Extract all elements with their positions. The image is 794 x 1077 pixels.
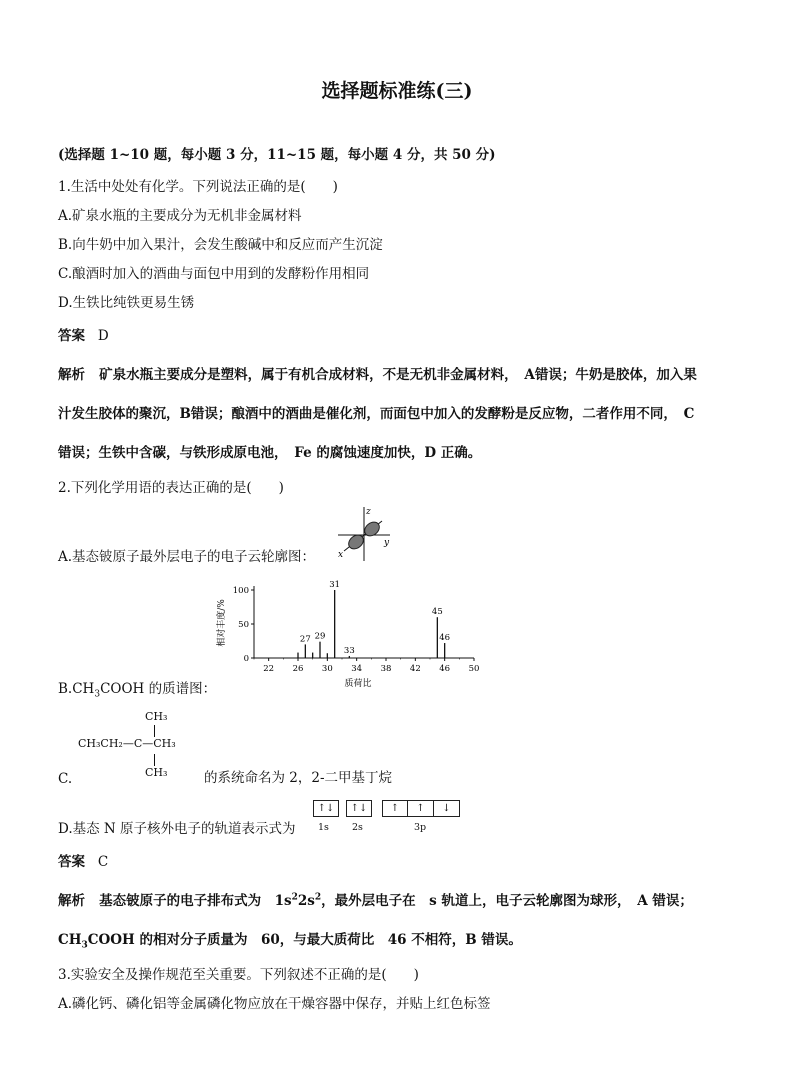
q1-analysis-line-3: 错误；生铁中含碳，与铁形成原电池， Fe 的腐蚀速度加快，D 正确。 bbox=[58, 445, 482, 461]
orbital-1s bbox=[313, 800, 339, 817]
orbital-label-2s: 2s bbox=[352, 822, 363, 833]
orbital-box: ↑↓ bbox=[313, 800, 339, 817]
y-tick-label: 100 bbox=[232, 586, 249, 596]
peak-label: 45 bbox=[431, 607, 443, 618]
answer-label: 答案 bbox=[58, 854, 85, 870]
q2-option-d: D.基态 N 原子核外电子的轨道表示式为 bbox=[58, 821, 296, 837]
formula-top: CH₃ bbox=[145, 710, 168, 723]
q2-stem: 2.下列化学用语的表达正确的是( ) bbox=[58, 480, 284, 496]
orbital-box: ↑ bbox=[382, 800, 408, 817]
q1-option-b: B.向牛奶中加入果汁，会发生酸碱中和反应而产生沉淀 bbox=[58, 237, 383, 253]
mass-spectrum-chart bbox=[214, 578, 484, 688]
x-tick-label: 34 bbox=[351, 664, 363, 674]
orbital-box: ↓ bbox=[434, 800, 460, 817]
orbital-label-3p: 3p bbox=[414, 822, 427, 833]
intro-note: (选择题 1~10 题，每小题 3 分，11~15 题，每小题 4 分，共 50 分) bbox=[58, 147, 496, 163]
x-tick-label: 26 bbox=[292, 664, 304, 674]
q1-option-a: A.矿泉水瓶的主要成分为无机非金属材料 bbox=[58, 208, 302, 224]
x-tick-label: 46 bbox=[439, 664, 451, 674]
formula-main: CH₃CH₂—C—CH₃ bbox=[78, 737, 176, 750]
page-title: 选择题标准练(三) bbox=[321, 80, 473, 102]
analysis-text: CH bbox=[58, 932, 82, 948]
q2-option-a: A.基态铍原子最外层电子的电子云轮廓图： bbox=[58, 549, 316, 565]
q1-option-c: C.酿酒时加入的酒曲与面包中用到的发酵粉作用相同 bbox=[58, 266, 370, 282]
q1-option-d: D.生铁比纯铁更易生锈 bbox=[58, 295, 195, 311]
orbital-box: ↑↓ bbox=[346, 800, 372, 817]
x-tick-label: 42 bbox=[409, 664, 421, 674]
b-suffix: COOH 的质谱图： bbox=[100, 681, 217, 697]
analysis-label: 解析 bbox=[58, 367, 85, 383]
spectrum-y-label: 相对丰度/% bbox=[217, 599, 227, 647]
peak-label: 27 bbox=[299, 634, 311, 645]
analysis-text: 2s bbox=[297, 893, 315, 909]
q2-option-c-text: 的系统命名为 2，2-二甲基丁烷 bbox=[204, 770, 393, 786]
q2-analysis-line-2: $CH_3COOH$ 的相对分子质量为 60，与最大质荷比 46 不相符，B 错误。 bbox=[58, 932, 522, 951]
q1-analysis-line-2: 汁发生胶体的聚沉，B错误；酿酒中的酒曲是催化剂，而面包中加入的发酵粉是反应物，二者作用不同， C bbox=[58, 406, 695, 422]
q2-option-c-label: C. bbox=[58, 771, 73, 787]
peak-label: 46 bbox=[439, 633, 451, 644]
x-tick-label: 38 bbox=[380, 664, 392, 674]
p-orbital-diagram bbox=[334, 505, 394, 563]
b-prefix: B.CH bbox=[58, 681, 95, 697]
analysis-label: 解析 bbox=[58, 893, 85, 909]
analysis-text: 基态铍原子的电子排布式为 1s bbox=[99, 893, 292, 909]
y-axis-label: y bbox=[384, 538, 390, 548]
orbital-box: ↑ bbox=[408, 800, 434, 817]
spectrum-x-label: 质荷比 bbox=[344, 679, 372, 688]
x-tick-label: 30 bbox=[321, 664, 333, 674]
structural-formula bbox=[78, 710, 198, 782]
analysis-text: 矿泉水瓶主要成分是塑料，属于有机合成材料，不是无机非金属材料， A错误；牛奶是胶体，加入果 bbox=[99, 367, 697, 383]
y-tick-label: 50 bbox=[238, 620, 249, 630]
x-axis-label: x bbox=[338, 550, 344, 560]
analysis-text: ，最外层电子在 s 轨道上，电子云轮廓图为球形， A 错误； bbox=[321, 893, 693, 909]
q2-analysis-line-1: 解析 基态铍原子的电子排布式为 $1s^22s^2$，最外层电子在 s 轨道上，电子云轮廓图为球形， A 错误； bbox=[58, 892, 693, 909]
x-tick-label: 50 bbox=[468, 664, 480, 674]
answer-label: 答案 bbox=[58, 328, 85, 344]
q1-stem: 1.生活中处处有化学。下列说法正确的是( ) bbox=[58, 179, 338, 195]
orbital-3p bbox=[382, 800, 460, 817]
answer-value: C bbox=[97, 854, 109, 870]
b-subscript: 3 bbox=[94, 689, 101, 700]
answer-value: D bbox=[97, 328, 109, 344]
analysis-text: COOH 的相对分子质量为 60，与最大质荷比 46 不相符，B 错误。 bbox=[87, 932, 522, 948]
q1-analysis-line-1 bbox=[58, 366, 697, 384]
q2-option-b bbox=[58, 680, 216, 698]
x-tick-label: 22 bbox=[263, 664, 275, 674]
q3-stem: 3.实验安全及操作规范至关重要。下列叙述不正确的是( ) bbox=[58, 967, 419, 983]
formula-bottom: CH₃ bbox=[145, 766, 168, 779]
q1-answer bbox=[58, 327, 109, 345]
peak-label: 31 bbox=[329, 580, 341, 590]
peak-label: 29 bbox=[314, 631, 326, 642]
orbital-label-1s: 1s bbox=[318, 822, 329, 833]
q3-option-a: A.磷化钙、磷化铝等金属磷化物应放在干燥容器中保存，并贴上红色标签 bbox=[58, 996, 491, 1012]
y-tick-label: 0 bbox=[243, 654, 249, 664]
z-axis-label: z bbox=[366, 507, 371, 517]
peak-label: 33 bbox=[343, 645, 355, 656]
orbital-2s bbox=[346, 800, 372, 817]
q2-answer bbox=[58, 853, 108, 871]
